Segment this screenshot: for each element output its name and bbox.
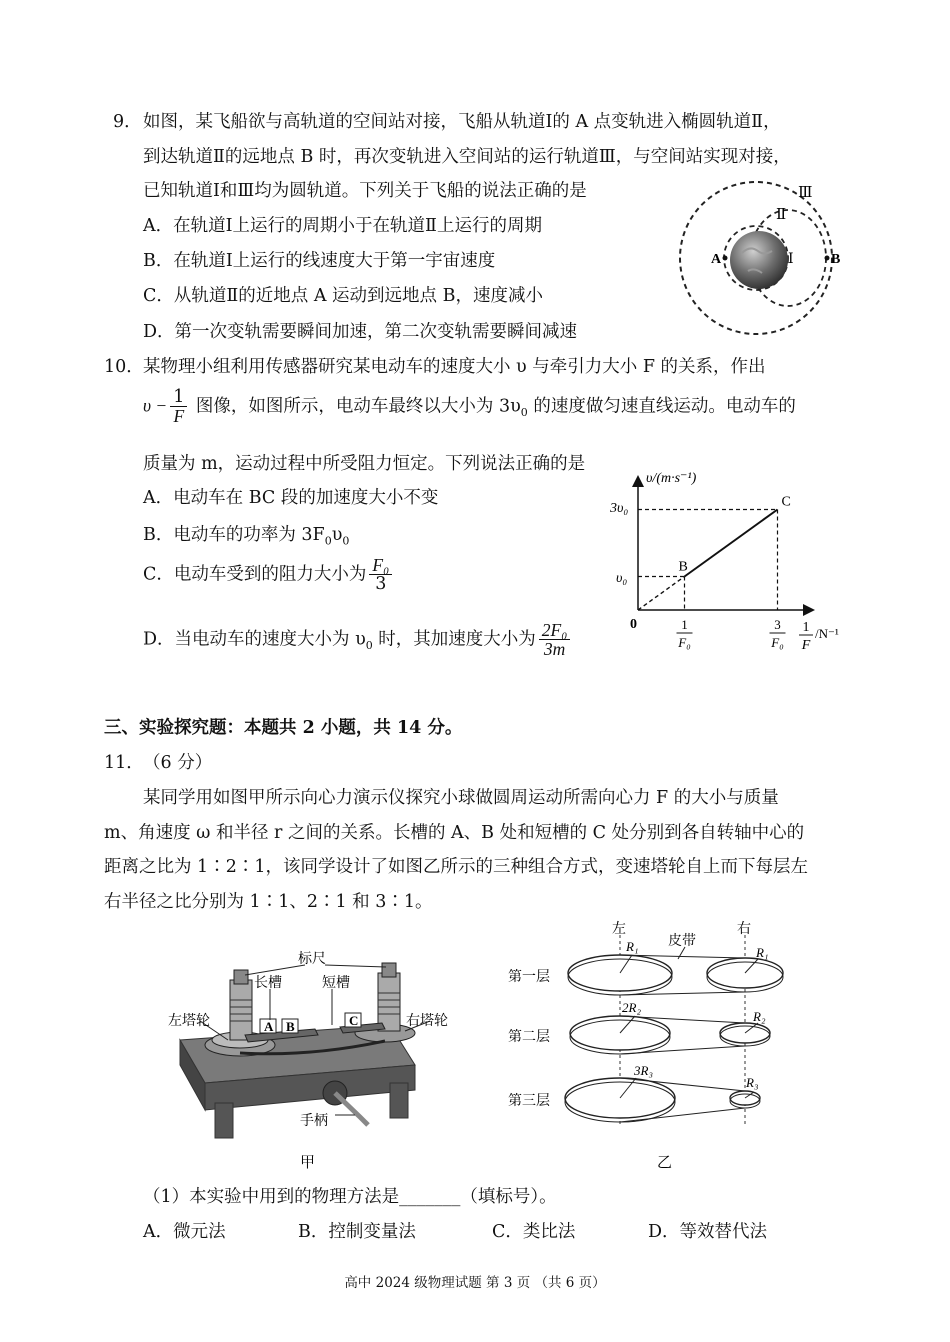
q10-stem-line1: 某物理小组利用传感器研究某电动车的速度大小 υ 与牵引力大小 F 的关系，作出 [143,357,766,377]
ruler-pointer-right [325,965,386,967]
apparatus-label-ruler: 标尺 [298,952,326,967]
apparatus-label-short-slot: 短槽 [322,976,350,991]
chart-xtick-2-num: 3 [774,617,781,632]
label-b: B [831,252,841,267]
apparatus-label-a: A [264,1019,274,1034]
q10-optb-sub1: 0 [324,534,332,548]
q10-frac-den: F [173,406,185,427]
q10-number: 10． [104,357,144,377]
chart-xtick-1-den: F₀ [678,635,691,650]
apparatus-leg-left [215,1103,233,1138]
chart-point-c-label: C [781,494,791,510]
chart-xlabel-den: F [801,638,811,653]
layer1-right-r: R₁ [756,945,769,960]
q10-stem-line3: 质量为 m，运动过程中所受阻力恒定。下列说法正确的是 [143,454,586,474]
chart-segment-ob [638,577,685,611]
q9-stem-line3: 已知轨道Ⅰ和Ⅲ均为圆轨道。下列关于飞船的说法正确的是 [143,181,587,201]
q11-para2: m、角速度 ω 和半径 r 之间的关系。长槽的 A、B 处和短槽的 C 处分别到各自转轴中心的 [104,823,805,843]
q9-option-c: C．从轨道Ⅱ的近地点 A 运动到远地点 B，速度减小 [143,286,543,306]
label-orbit-i: Ⅰ [788,252,794,267]
q10-optd-sub: 0 [365,638,373,652]
pulley-label-belt: 皮带 [668,934,696,949]
ruler-pointer-left [245,965,305,975]
q10-optb-mid: υ [331,525,343,545]
q10-option-b [143,521,349,548]
chart-y-label: υ/(m·s⁻¹) [646,471,697,486]
chart-xtick-1-num: 1 [681,617,688,632]
label-a: A [711,252,722,267]
layer3-right-r: R₃ [746,1075,759,1090]
spring-coils [230,993,400,1021]
right-ruler-tower [378,973,400,1031]
q10-option-d [143,621,573,659]
layer1-left-r: R₁ [626,939,639,954]
layer2-right-r: R₂ [753,1009,766,1024]
q10-optd-den: 3m [543,639,566,660]
chart-xlabel-num: 1 [802,620,810,635]
pulley-caption: 乙 [657,1155,673,1171]
q10-line2-post: 的速度做匀速直线运动。电动车的 [527,396,796,417]
point-b [825,256,830,261]
q10-optb-sub2: 0 [342,534,350,548]
left-ruler-tower [230,980,252,1040]
pulley-label-left: 左 [612,922,626,937]
left-ruler-cap [234,970,248,984]
q11-number: 11． [104,753,144,773]
chart-segment-bc [685,510,778,577]
section3-title: 三、实验探究题：本题共 2 小题，共 14 分。 [104,718,463,738]
apparatus-label-left-pulley: 左塔轮 [168,1014,210,1029]
q10-chart [600,468,850,663]
q10-optb-pre: B．电动车的功率为 3F [143,525,325,545]
q10-optd-pre: D．当电动车的速度大小为 υ [143,629,366,650]
layer3-left-r: 3R₃ [634,1063,653,1078]
q9-orbit-figure [670,175,850,340]
q10-v-minus: υ − [143,395,168,416]
q11-para3: 距离之比为 1∶2∶1，该同学设计了如图乙所示的三种组合方式，变速塔轮自上而下每层左 [104,857,808,877]
right-ruler-cap [382,963,396,977]
chart-xtick-2 [770,617,786,650]
chart-xtick-1 [677,617,693,650]
chart-origin: 0 [630,617,637,632]
q9-stem-line1: 如图，某飞船欲与高轨道的空间站对接，飞船从轨道Ⅰ的 A 点变轨进入椭圆轨道Ⅱ， [143,112,781,132]
q9-option-b: B．在轨道Ⅰ上运行的线速度大于第一宇宙速度 [143,251,496,271]
q10-line2-sub: 0 [520,405,528,419]
label-orbit-iii: Ⅲ [798,185,813,201]
q9-option-a: A．在轨道Ⅰ上运行的周期小于在轨道Ⅱ上运行的周期 [143,216,542,236]
q10-fraction [170,388,187,426]
q10-optc-fraction [369,556,392,594]
q10-frac-num: 1 [170,388,187,407]
q11-sub1-option-d: D．等效替代法 [648,1222,768,1242]
q11-para1: 某同学用如图甲所示向心力演示仪探究小球做圆周运动所需向心力 F 的大小与质量 [143,788,779,808]
q11-apparatus-figure [160,945,460,1175]
layer1-label: 第一层 [508,970,550,985]
q10-optd-mid: 时，其加速度大小为 [372,629,536,650]
chart-ytick-3v0: 3υ₀ [610,501,629,516]
apparatus-label-right-pulley: 右塔轮 [406,1014,448,1029]
q11-para4: 右半径之比分别为 1∶1、2∶1 和 3∶1。 [104,892,433,912]
label-orbit-ii: Ⅱ [776,207,787,223]
q10-optd-num: 2F₀ [539,621,571,640]
page-footer: 高中 2024 级物理试题 第 3 页 （共 6 页） [344,1275,606,1291]
q10-line2-mid: 图像，如图所示，电动车最终以大小为 3υ [190,396,521,417]
chart-xlabel-unit: /N⁻¹ [815,626,839,641]
q9-stem-line2: 到达轨道Ⅱ的远地点 B 时，再次变轨进入空间站的运行轨道Ⅲ，与空间站实现对接， [143,147,791,167]
q10-optd-fraction [539,621,571,659]
q11-score: （6 分） [143,753,213,773]
q9-option-d: D．第一次变轨需要瞬间加速，第二次变轨需要瞬间减速 [143,322,578,342]
q10-option-a: A．电动车在 BC 段的加速度大小不变 [143,488,439,508]
apparatus-label-long-slot: 长槽 [254,976,282,991]
q11-sub1-option-a: A．微元法 [143,1222,226,1242]
chart-xtick-2-den: F₀ [771,635,784,650]
apparatus-label-handle: 手柄 [300,1114,328,1129]
earth-icon [730,231,788,289]
chart-ytick-v0: υ₀ [616,571,628,586]
q10-optc-num: F₀ [369,556,392,575]
q11-sub1-option-c: C．类比法 [492,1222,576,1242]
apparatus-label-c: C [349,1013,359,1028]
pulley-label-right: 右 [737,922,751,937]
layer2-label: 第二层 [508,1030,550,1045]
q10-stem-line2 [143,388,796,426]
point-a [723,256,728,261]
q11-pulley-figure [500,915,810,1175]
layer2-left-r: 2R₂ [622,1000,641,1015]
q11-sub1-option-b: B．控制变量法 [298,1222,416,1242]
crank-handle [335,1093,368,1125]
chart-point-b-label: B [678,559,688,575]
q10-option-c [143,556,395,594]
apparatus-leg-right [390,1083,408,1118]
q11-sub1-stem: （1）本实验中用到的物理方法是_______（填标号）。 [143,1187,557,1207]
q9-number: 9． [113,112,142,132]
apparatus-caption: 甲 [300,1155,316,1171]
q10-optc-den: 3 [375,574,387,595]
q10-optc-pre: C．电动车受到的阻力大小为 [143,564,367,585]
apparatus-label-b: B [286,1019,295,1034]
layer3-label: 第三层 [508,1094,550,1109]
